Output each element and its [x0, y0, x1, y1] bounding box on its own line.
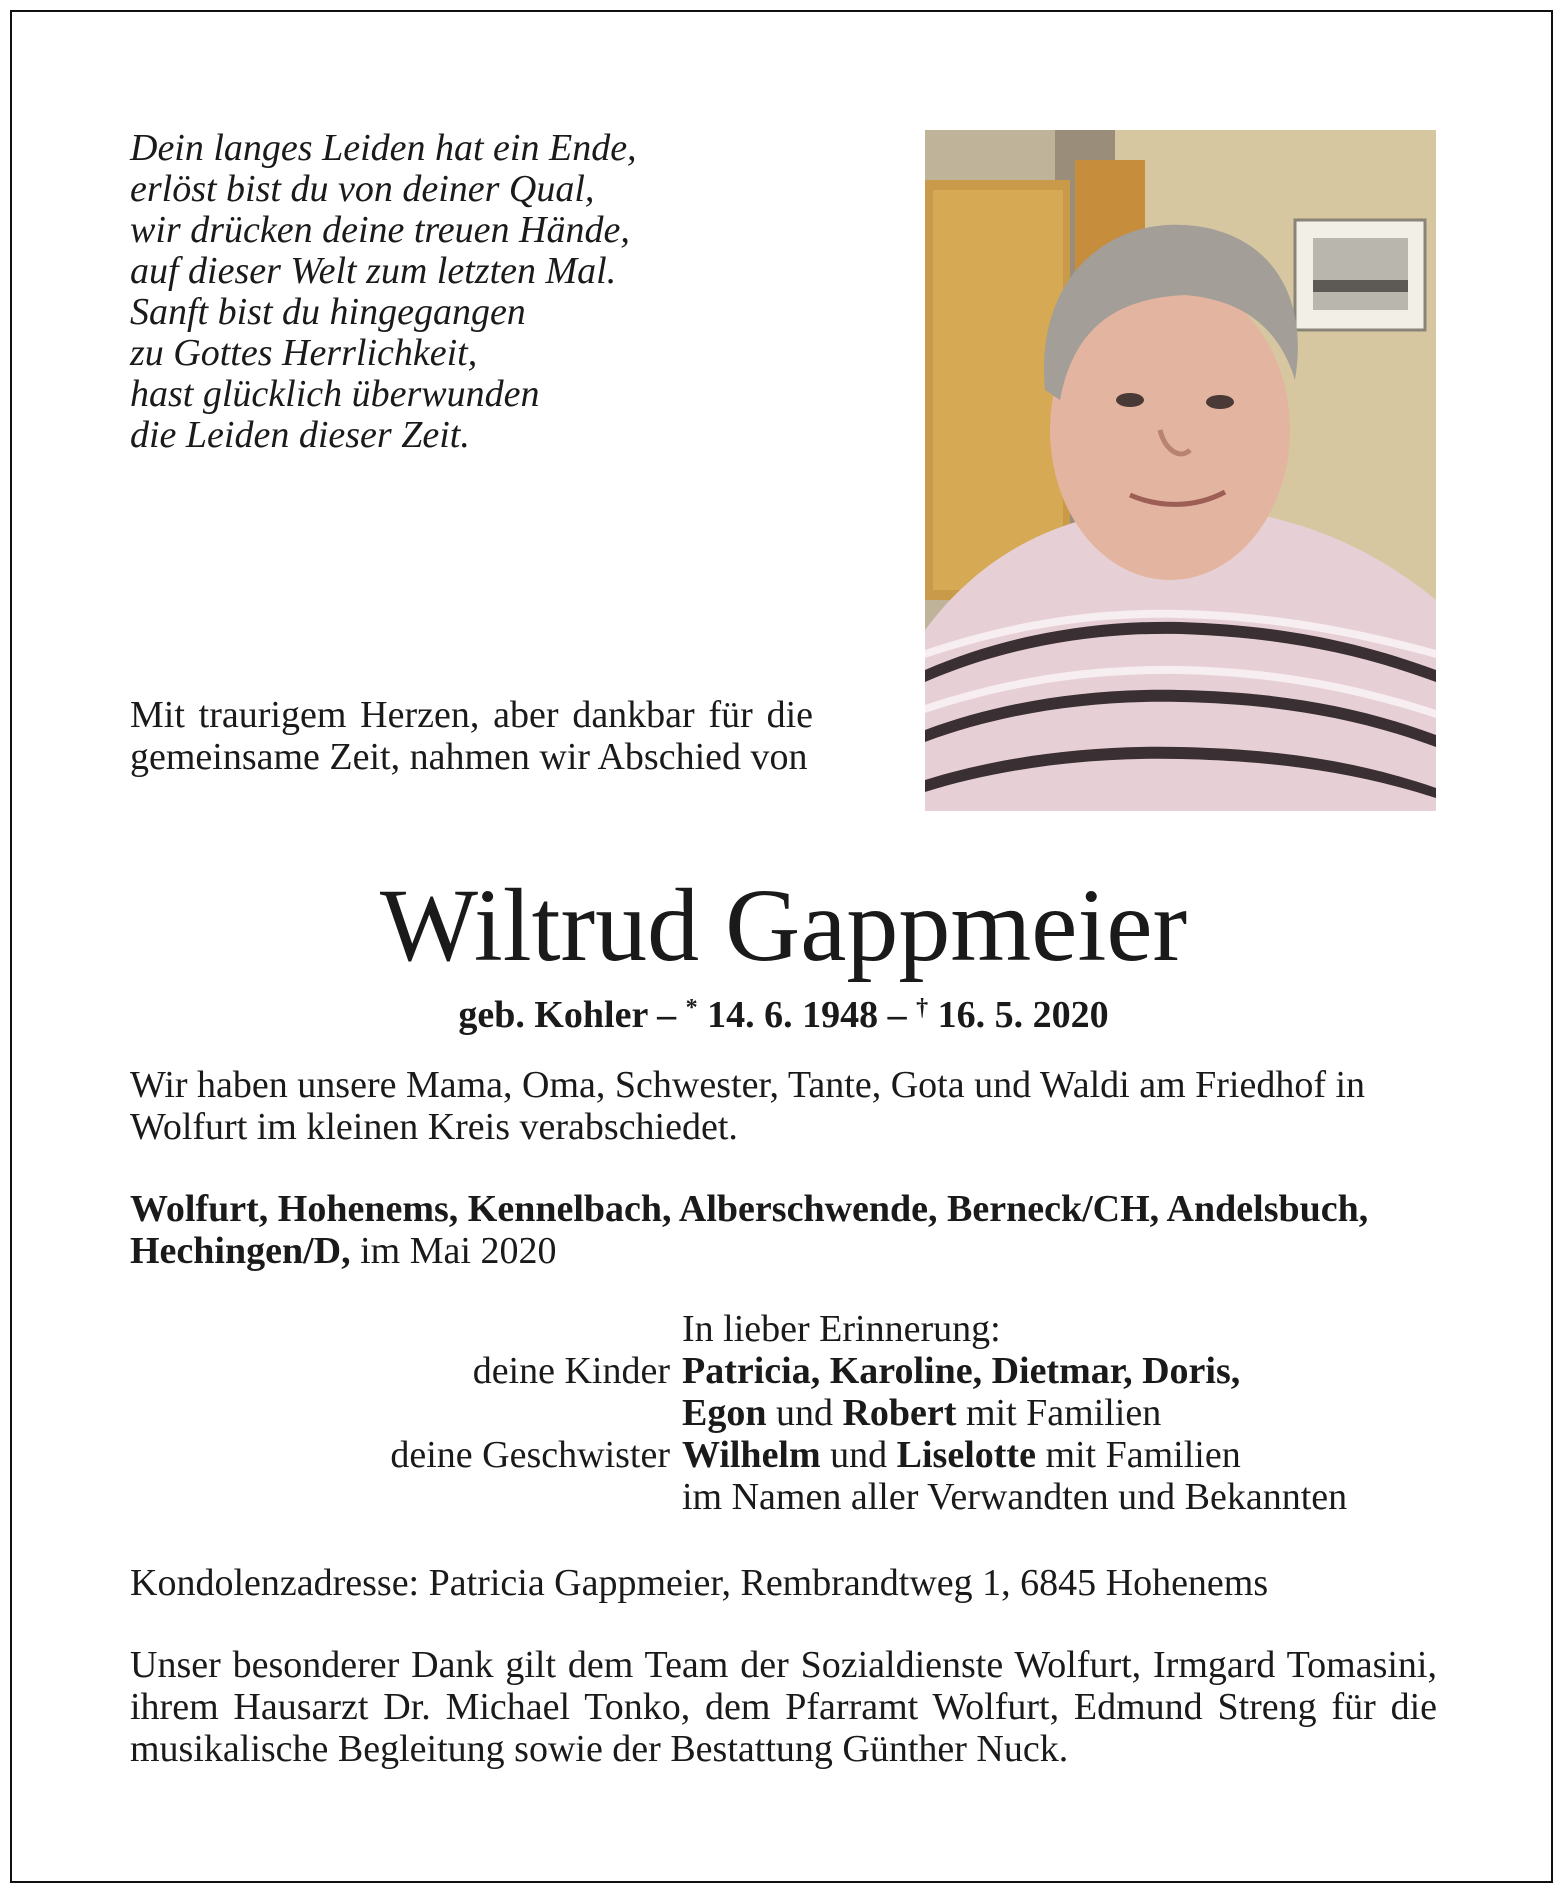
condolence-address: Kondolenzadresse: Patricia Gappmeier, Rembrandtweg 1, 6845 Hohenems	[130, 1562, 1269, 1604]
birth-death-dates	[0, 985, 1567, 1038]
conjunction: und	[830, 1434, 888, 1476]
children-label: deine Kinder	[472, 1350, 670, 1392]
sibling-name: Wilhelm	[682, 1434, 821, 1476]
with-families: mit Familien	[965, 1392, 1162, 1434]
places-list: Wolfurt, Hohenems, Kennelbach, Alberschwende, Berneck/CH, Andelsbuch, Hechingen/D,	[130, 1188, 1369, 1272]
death-date: 16. 5. 2020	[937, 994, 1109, 1036]
dash: –	[657, 994, 677, 1036]
death-cross-icon: †	[916, 995, 929, 1021]
children-names-continued	[682, 1392, 1161, 1434]
poem-line: wir drücken deine treuen Hände,	[130, 209, 630, 251]
children-names: Patricia, Karoline, Dietmar, Doris,	[682, 1350, 1241, 1392]
poem-line: erlöst bist du von deiner Qual,	[130, 168, 595, 210]
remembrance-heading: In lieber Erinnerung:	[682, 1308, 1001, 1350]
poem-line: auf dieser Welt zum letzten Mal.	[130, 250, 617, 292]
dash: –	[887, 994, 907, 1036]
siblings-label: deine Geschwister	[390, 1434, 670, 1476]
conjunction: und	[775, 1392, 833, 1434]
poem-line: zu Gottes Herrlichkeit,	[130, 332, 478, 374]
places-date: im Mai 2020	[360, 1230, 557, 1272]
intro-text: Mit traurigem Herzen, aber dankbar für die gemeinsame Zeit, nahmen wir Abschied von	[130, 694, 813, 778]
child-name: Robert	[842, 1392, 957, 1434]
deceased-name: Wiltrud Gappmeier	[379, 868, 1188, 983]
sibling-name: Liselotte	[896, 1434, 1036, 1476]
poem-line: hast glücklich überwunden	[130, 373, 540, 415]
with-families: mit Familien	[1045, 1434, 1241, 1476]
child-name: Egon	[682, 1392, 767, 1434]
birth-name: geb. Kohler	[458, 994, 648, 1036]
portrait-photo	[925, 130, 1436, 811]
thanks-text: Unser besonderer Dank gilt dem Team der Sozialdienste Wolfurt, Irmgard Tomasini, ihrem Hausarzt Dr. Michael Tonko, dem Pfarramt Wolfurt, Edmund Streng für die musikalische Begleitung sowie der Bestattung Günther Nuck.	[130, 1644, 1437, 1770]
poem-line: Sanft bist du hingegangen	[130, 291, 526, 333]
poem	[130, 128, 750, 456]
poem-line: Dein langes Leiden hat ein Ende,	[130, 127, 637, 169]
relatives-line: im Namen aller Verwandten und Bekannten	[682, 1476, 1348, 1518]
birth-date: 14. 6. 1948	[707, 994, 879, 1036]
places-line	[130, 1188, 1437, 1272]
farewell-text: Wir haben unsere Mama, Oma, Schwester, Tante, Gota und Waldi am Friedhof in Wolfurt im kleinen Kreis verabschiedet.	[130, 1064, 1366, 1148]
birth-star-icon: *	[685, 995, 698, 1021]
family-list	[0, 1308, 1567, 1518]
poem-line: die Leiden dieser Zeit.	[130, 414, 470, 456]
siblings-names	[682, 1434, 1241, 1476]
